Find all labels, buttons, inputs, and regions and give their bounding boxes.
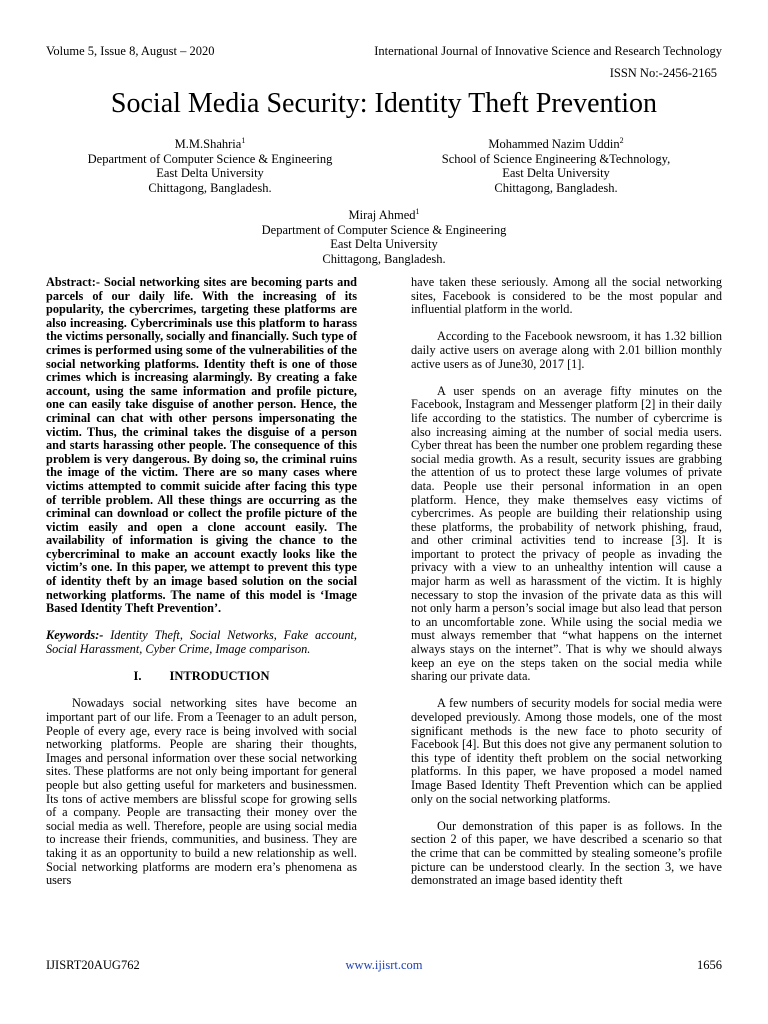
author-block-3 bbox=[234, 205, 534, 266]
abstract: Abstract:- Social networking sites are becoming parts and parcels of our daily life. With the increasing of its popularity, the cybercrimes, targeting these platforms are also increasing. Cybercriminals use this platform to harass the victims personally, socially and financially. Such type of crimes is performed using some of the vulnerabilities of the social networking platforms. Identity theft is one of those crimes which is increasing alarmingly. By creating a fake account, using the same information and profile picture, one can easily take disguise of another person. Hence, the criminal can chat with other persons impersonating the victim. Thus, the criminal takes the disguise of a person and starts harassing other people. The consequence of this problem is very dangerous. By doing so, the criminal ruins the image of the victim. There are so many cases where victims attempted to commit suicide after facing this type of terrible problem. All these things are occurring as the criminal can download or collect the profile picture of the victim easily and open a clone account easily. The availability of information is giving the chance to the cybercriminal to make an account exactly looks like the victim’s one. In this paper, we attempt to prevent this type of identity theft by an image based solution on the social networking platforms. The name of this model is ‘Image Based Identity Theft Prevention’. bbox=[46, 275, 357, 616]
author-block-1 bbox=[60, 134, 360, 195]
journal-website-link[interactable]: www.ijisrt.com bbox=[345, 958, 423, 972]
paragraph-facebook-stats: According to the Facebook newsroom, it has 1.32 billion daily active users on average along with 2.01 billion monthly active users as of June30, 2017 [1]. bbox=[411, 329, 722, 371]
author-affiliation-mark: 2 bbox=[619, 136, 624, 145]
author-department: School of Science Engineering &Technology, bbox=[441, 151, 671, 166]
author-affiliation-mark: 1 bbox=[241, 136, 246, 145]
author-location: Chittagong, Bangladesh. bbox=[148, 180, 272, 195]
author-location: Chittagong, Bangladesh. bbox=[322, 251, 446, 266]
right-column bbox=[411, 276, 722, 901]
author-university: East Delta University bbox=[502, 166, 610, 181]
section-number: I. bbox=[133, 669, 142, 684]
keywords-text: Identity Theft, Social Networks, Fake account, Social Harassment, Cyber Crime, Image comparison. bbox=[46, 628, 357, 657]
volume-issue: Volume 5, Issue 8, August – 2020 bbox=[46, 44, 215, 58]
intro-paragraph-1: Nowadays social networking sites have become an important part of our life. From a Teenager to an adult person, People of every age, every race is being involved with social networking platforms. People are sharing their thoughts, Images and personal information over these social networking sites. These platforms are not only being important for general people but also getting useful for marketers and businessmen. Its tons of active members are blissful scope for growing sells of a company. People are transacting their money over the social media as well. Therefore, people are using social media to increase their friends, communities, and business. They are taking it as an opportunity to build a new relationship as well. Social networking platforms are modern era’s phenomena as users bbox=[46, 696, 357, 888]
paragraph-continuation: have taken these seriously. Among all the social networking sites, Facebook is considered to be the most popular and influential platform in the world. bbox=[411, 275, 722, 317]
paper-title: Social Media Security: Identity Theft Prevention bbox=[110, 88, 658, 119]
author-block-2 bbox=[406, 134, 706, 195]
left-column bbox=[46, 276, 357, 901]
keywords-label: Keywords:- bbox=[46, 628, 104, 643]
author-university: East Delta University bbox=[330, 237, 438, 252]
keywords bbox=[46, 629, 357, 656]
paragraph-cybercrime: A user spends on an average fifty minutes on the Facebook, Instagram and Messenger platform [2] in their daily life according to the statistics. The number of cybercrime is also increasing aiming at the number of social media users. Cyber threat has been the number one problem regarding these social media growth. As a result, security issues are grabbing the attention of us to protect these large volumes of private data. People use their personal information in an open platform. Hence, they make themselves easy victims of cybercrimes. As people are building their relationship using these platforms, the probability of network phishing, fraud, and other criminal activities tend to increase [3]. It is important to protect the privacy of people as invading the privacy with a view to an unhealthy intention will cause a major harm as well as harassment of the victim. It is highly necessary to stop the invasion of the private data as this will not only harm a person’s social image but also lead that person to an uncomfortable zone. While using the social media we must always remember that “what happens on the internet always stays on the internet”. That is why we should always keep an eye on the steps taken on the social media while sharing our private data. bbox=[411, 383, 722, 684]
issn-number: ISSN No:-2456-2165 bbox=[609, 66, 717, 80]
author-location: Chittagong, Bangladesh. bbox=[494, 180, 618, 195]
paragraph-demonstration: Our demonstration of this paper is as follows. In the section 2 of this paper, we have described a scenario so that the crime that can be committed by stealing someone’s profile picture can be understood clearly. In the section 3, we have demonstrated an image based identity theft bbox=[411, 818, 722, 888]
author-name: Mohammed Nazim Uddin bbox=[488, 137, 620, 152]
section-title: INTRODUCTION bbox=[169, 669, 270, 684]
journal-name: International Journal of Innovative Science and Research Technology bbox=[374, 44, 722, 58]
author-university: East Delta University bbox=[156, 166, 264, 181]
author-name: Miraj Ahmed bbox=[348, 208, 416, 223]
paragraph-security-models: A few numbers of security models for social media were developed previously. Among those models, one of the most significant methods is the new face to photo security of Facebook [4]. But this does not give any permanent solution to this type of identity theft problem on the social networking platforms. In this paper, we have proposed a model named Image Based Identity Theft Prevention which can be applied only on the social networking platforms. bbox=[411, 696, 722, 806]
author-department: Department of Computer Science & Engineering bbox=[261, 222, 507, 237]
author-department: Department of Computer Science & Engineering bbox=[87, 151, 333, 166]
paper-id: IJISRT20AUG762 bbox=[46, 958, 140, 972]
page-number: 1656 bbox=[697, 958, 722, 972]
author-affiliation-mark: 1 bbox=[415, 207, 420, 216]
author-name: M.M.Shahria bbox=[174, 137, 242, 152]
section-heading-introduction bbox=[46, 670, 357, 684]
